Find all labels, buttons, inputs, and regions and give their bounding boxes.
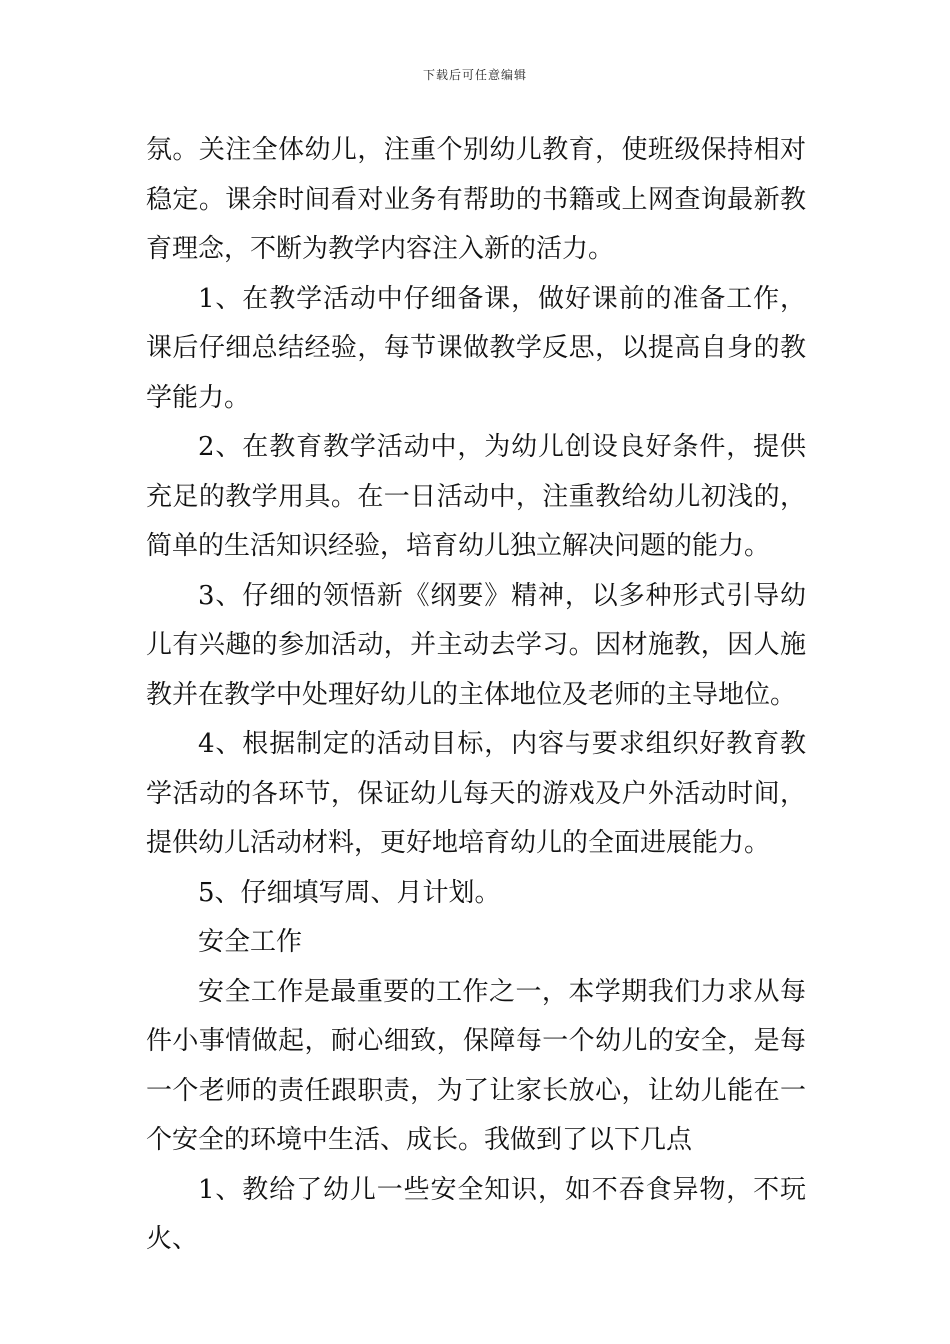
paragraph-continuation: 氛。关注全体幼儿，注重个别幼儿教育，使班级保持相对稳定。课余时间看对业务有帮助的书籍或上网查询最新教育理念，不断为教学内容注入新的活力。 [146,135,806,264]
paragraph-item-3: 3、仔细的领悟新《纲要》精神，以多种形式引导幼儿有兴趣的参加活动，并主动去学习。因材施教，因人施教并在教学中处理好幼儿的主体地位及老师的主导地位。 [146,580,806,710]
section-heading-safety: 安全工作 [198,927,303,957]
paragraph-item-1: 1、在教学活动中仔细备课，做好课前的准备工作，课后仔细总结经验，每节课做教学反思，以提高自身的教学能力。 [146,283,806,413]
paragraph-item-2: 2、在教育教学活动中，为幼儿创设良好条件，提供充足的教学用具。在一日活动中，注重教给幼儿初浅的，简单的生活知识经验，培育幼儿独立解决问题的能力。 [146,432,806,561]
paragraph-safety-intro: 安全工作是最重要的工作之一，本学期我们力求从每件小事情做起，耐心细致，保障每一个幼儿的安全，是每一个老师的责任跟职责，为了让家长放心，让幼儿能在一个安全的环境中生活、成长。我做到了以下几点 [146,976,806,1155]
paragraph-safety-item-1: 1、教给了幼儿一些安全知识，如不吞食异物，不玩火、 [146,1174,806,1254]
body-text [146,126,806,1265]
paragraph-item-5: 5、仔细填写周、月计划。 [198,877,501,908]
page-header: 下载后可任意编辑 [422,68,527,82]
paragraph-item-4: 4、根据制定的活动目标，内容与要求组织好教育教学活动的各环节，保证幼儿每天的游戏及户外活动时间，提供幼儿活动材料，更好地培育幼儿的全面进展能力。 [146,729,806,858]
